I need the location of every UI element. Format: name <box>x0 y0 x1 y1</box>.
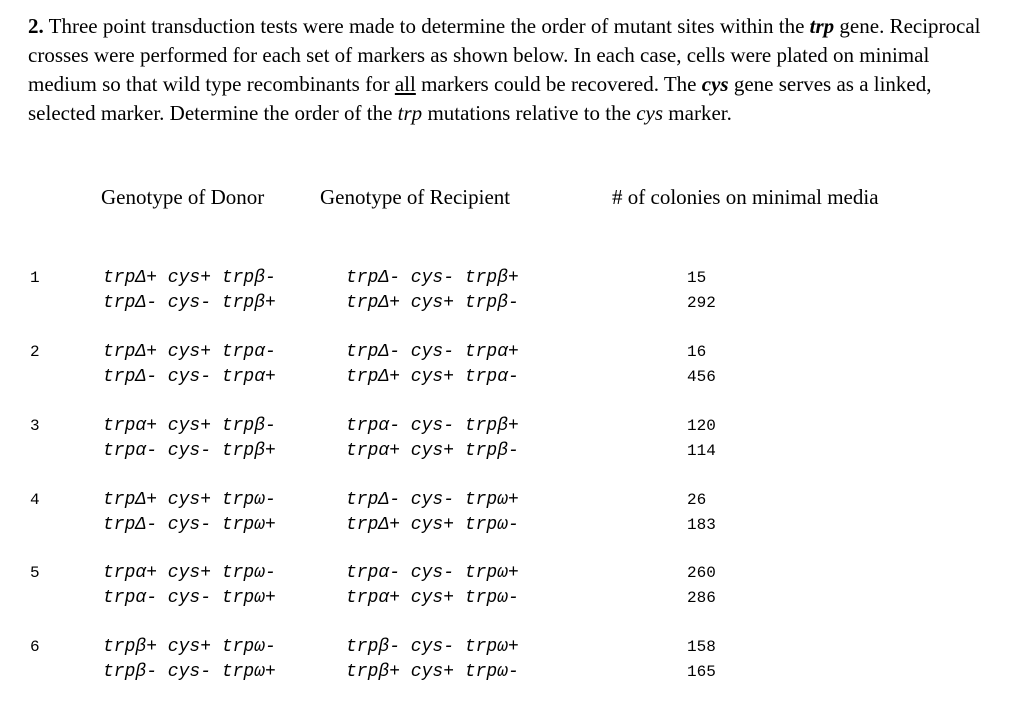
donor-column-header: Genotype of Donor <box>101 185 265 209</box>
trp-term-italic: trp <box>397 101 423 125</box>
colony-count-2: 114 <box>687 442 716 460</box>
cys-term-italic: cys <box>636 101 664 125</box>
recipient-genotype-line-2: trpα+ cys+ trpβ- <box>346 441 519 461</box>
donor-genotype-line-1: trpα+ cys+ trpβ- <box>103 416 276 436</box>
all-emphasis: all <box>394 72 416 96</box>
cys-term-bold: cys <box>701 72 729 96</box>
colony-count-2: 456 <box>687 368 716 386</box>
row-number: 5 <box>30 564 40 582</box>
question-text <box>28 12 1003 128</box>
recipient-genotype-line-2: trpβ+ cys+ trpω- <box>346 662 519 682</box>
row-number: 6 <box>30 638 40 656</box>
colony-count-2: 165 <box>687 663 716 681</box>
colony-count-1: 26 <box>687 491 707 509</box>
colony-count-2: 183 <box>687 516 716 534</box>
donor-genotype-line-2: trpα- cys- trpβ+ <box>103 441 276 461</box>
question-text-part-5: mutations relative to the <box>422 101 637 125</box>
recipient-genotype-line-1: trpΔ- cys- trpω+ <box>346 490 519 510</box>
question-text-part-6: marker. <box>663 101 732 125</box>
recipient-genotype-line-2: trpα+ cys+ trpω- <box>346 588 519 608</box>
donor-genotype-line-1: trpΔ+ cys+ trpω- <box>103 490 276 510</box>
donor-genotype-line-1: trpα+ cys+ trpω- <box>103 563 276 583</box>
colony-count-2: 286 <box>687 589 716 607</box>
row-number: 1 <box>30 269 40 287</box>
question-number: 2. <box>28 14 44 38</box>
colony-count-1: 16 <box>687 343 707 361</box>
question-text-part-2: gene. Reciprocal crosses were performed for each set of markers as shown below. In each case, cells were plated on minimal medium so that wild type recombinants for <box>28 14 981 96</box>
colony-count-1: 158 <box>687 638 716 656</box>
donor-genotype-line-2: trpΔ- cys- trpα+ <box>103 367 276 387</box>
question-text-part-3: markers could be recovered. The <box>415 72 702 96</box>
question-text-part-4: gene serves as a linked, selected marker. Determine the order of the <box>28 72 932 125</box>
colony-count-1: 120 <box>687 417 716 435</box>
recipient-genotype-line-2: trpΔ+ cys+ trpω- <box>346 515 519 535</box>
recipient-genotype-line-1: trpβ- cys- trpω+ <box>346 637 519 657</box>
trp-term-bold: trp <box>809 14 835 38</box>
colonies-column-header: # of colonies on minimal media <box>612 185 879 209</box>
donor-genotype-line-1: trpβ+ cys+ trpω- <box>103 637 276 657</box>
donor-genotype-line-1: trpΔ+ cys+ trpβ- <box>103 268 276 288</box>
recipient-genotype-line-1: trpα- cys- trpβ+ <box>346 416 519 436</box>
donor-genotype-line-2: trpΔ- cys- trpω+ <box>103 515 276 535</box>
question-text-part-1: Three point transduction tests were made to determine the order of mutant sites within the <box>43 14 810 38</box>
recipient-genotype-line-1: trpα- cys- trpω+ <box>346 563 519 583</box>
row-number: 3 <box>30 417 40 435</box>
row-number: 2 <box>30 343 40 361</box>
recipient-column-header: Genotype of Recipient <box>320 185 511 209</box>
recipient-genotype-line-2: trpΔ+ cys+ trpα- <box>346 367 519 387</box>
colony-count-1: 15 <box>687 269 707 287</box>
recipient-genotype-line-1: trpΔ- cys- trpα+ <box>346 342 519 362</box>
donor-genotype-line-2: trpΔ- cys- trpβ+ <box>103 293 276 313</box>
donor-genotype-line-1: trpΔ+ cys+ trpα- <box>103 342 276 362</box>
recipient-genotype-line-2: trpΔ+ cys+ trpβ- <box>346 293 519 313</box>
colony-count-2: 292 <box>687 294 716 312</box>
recipient-genotype-line-1: trpΔ- cys- trpβ+ <box>346 268 519 288</box>
donor-genotype-line-2: trpα- cys- trpω+ <box>103 588 276 608</box>
donor-genotype-line-2: trpβ- cys- trpω+ <box>103 662 276 682</box>
row-number: 4 <box>30 491 40 509</box>
colony-count-1: 260 <box>687 564 716 582</box>
